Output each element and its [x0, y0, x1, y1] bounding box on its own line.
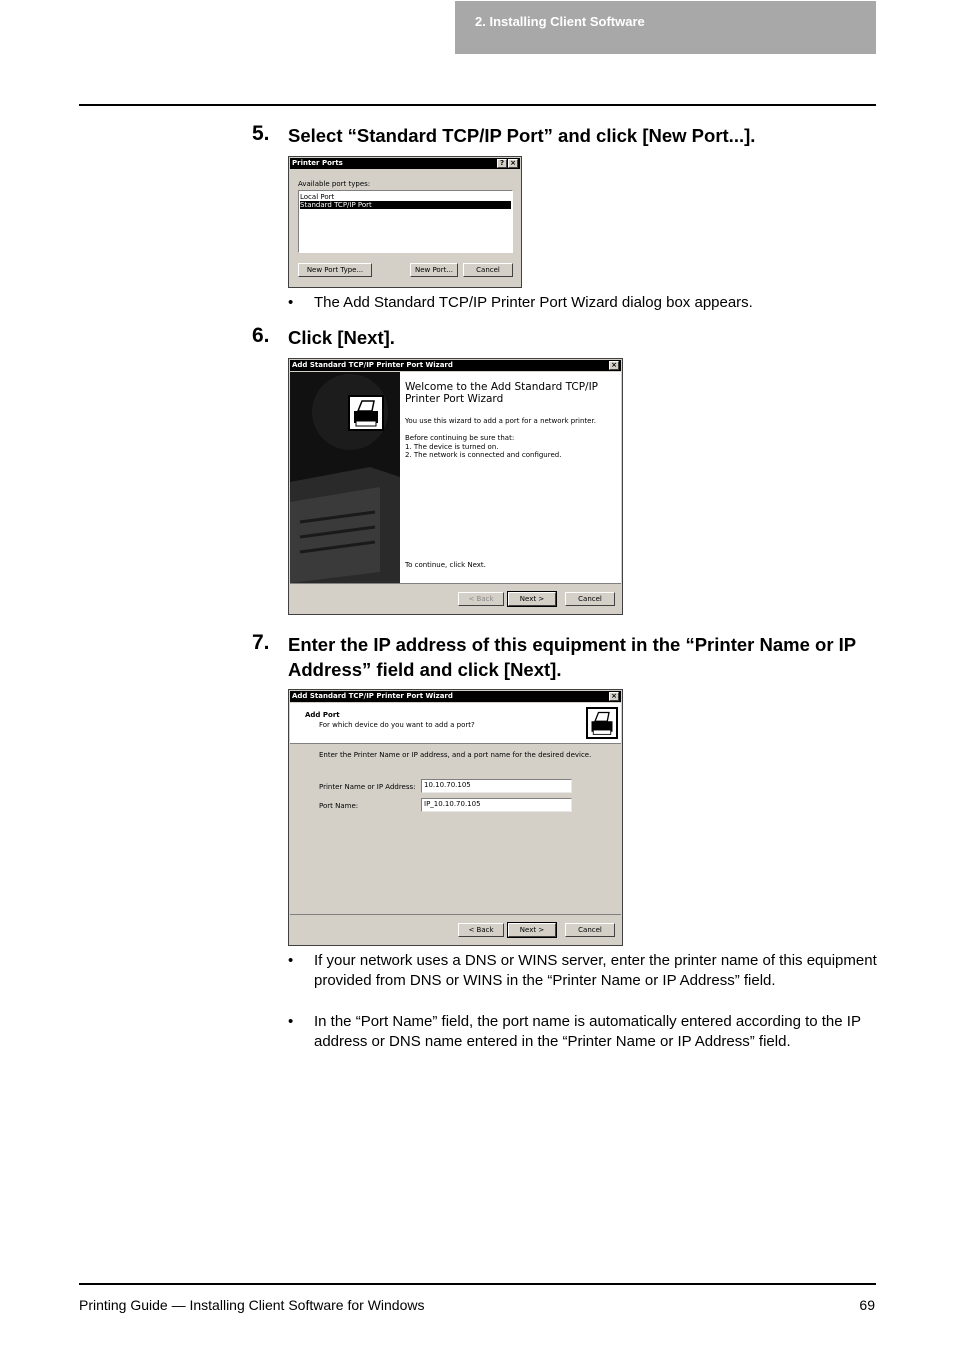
- close-icon[interactable]: ×: [609, 361, 619, 370]
- bullet-item: [288, 1012, 878, 1072]
- top-rule: [79, 104, 876, 106]
- wizard-continue-text: To continue, click Next.: [405, 561, 486, 569]
- wizard-intro-text: You use this wizard to add a port for a network printer.: [405, 417, 596, 425]
- dialog-title: Add Standard TCP/IP Printer Port Wizard: [292, 361, 453, 369]
- bullet-text: In the “Port Name” field, the port name is automatically entered according to the IP address or DNS name entered in the “Printer Name or IP Address” field.: [314, 1013, 861, 1050]
- back-button[interactable]: < Back: [458, 923, 504, 937]
- wizard-check-1: 1. The device is turned on.: [405, 443, 499, 451]
- next-button[interactable]: Next >: [508, 923, 556, 937]
- bottom-rule: [79, 1283, 876, 1285]
- port-types-label: Available port types:: [298, 180, 371, 188]
- wizard-heading: Welcome to the Add Standard TCP/IP Printer Port Wizard: [405, 381, 599, 405]
- printer-wizard-icon: [348, 395, 384, 431]
- printer-name-input[interactable]: 10.10.70.105: [421, 779, 572, 793]
- footer-document-title: Printing Guide — Installing Client Software for Windows: [79, 1297, 425, 1313]
- divider: [290, 583, 621, 584]
- divider: [290, 914, 621, 915]
- wizard-instruction: Enter the Printer Name or IP address, and a port name for the desired device.: [319, 751, 592, 759]
- next-button[interactable]: Next >: [508, 592, 556, 606]
- section-header-tab: [455, 1, 876, 54]
- port-types-listbox[interactable]: [298, 190, 513, 253]
- printer-name-label: Printer Name or IP Address:: [319, 783, 416, 791]
- step-7-text: Enter the IP address of this equipment in the “Printer Name or IP Address” field and click [Next].: [288, 634, 856, 680]
- step-6-text: Click [Next].: [288, 327, 395, 348]
- wizard-before-text: Before continuing be sure that:: [405, 434, 515, 442]
- back-button[interactable]: < Back: [458, 592, 504, 606]
- help-icon[interactable]: ?: [497, 159, 507, 168]
- cancel-button[interactable]: Cancel: [565, 592, 615, 606]
- list-item-standard-tcpip-port[interactable]: Standard TCP/IP Port: [300, 201, 511, 209]
- port-name-input[interactable]: IP_10.10.70.105: [421, 798, 572, 812]
- bullet-item: [288, 951, 878, 1011]
- cancel-button[interactable]: Cancel: [565, 923, 615, 937]
- add-port-wizard-dialog: [288, 689, 623, 946]
- close-icon[interactable]: ×: [609, 692, 619, 701]
- new-port-type-button[interactable]: New Port Type...: [298, 263, 372, 277]
- dialog-title: Printer Ports: [292, 159, 343, 167]
- port-name-label: Port Name:: [319, 802, 359, 810]
- cancel-button[interactable]: Cancel: [463, 263, 513, 277]
- wizard-page-subheading: For which device do you want to add a port?: [319, 721, 475, 729]
- divider: [290, 743, 621, 744]
- bullet-symbol: •: [288, 1013, 294, 1030]
- printer-wizard-icon: [586, 707, 618, 739]
- dialog-titlebar: [290, 360, 621, 371]
- wizard-page-heading: Add Port: [305, 711, 340, 719]
- bullet-symbol: •: [288, 952, 294, 969]
- page-number: 69: [859, 1297, 875, 1313]
- bullet-text: The Add Standard TCP/IP Printer Port Wizard dialog box appears.: [314, 294, 753, 311]
- wizard-check-2: 2. The network is connected and configured.: [405, 451, 562, 459]
- welcome-wizard-dialog: [288, 358, 623, 615]
- bullet-text: If your network uses a DNS or WINS server, enter the printer name of this equipment provided from DNS or WINS in the “Printer Name or IP Address” field.: [314, 952, 877, 989]
- section-title: 2. Installing Client Software: [475, 14, 645, 29]
- wizard-banner-image: [290, 372, 400, 583]
- close-icon[interactable]: ×: [508, 159, 518, 168]
- new-port-button[interactable]: New Port...: [410, 263, 458, 277]
- dialog-titlebar: [290, 691, 621, 702]
- dialog-title: Add Standard TCP/IP Printer Port Wizard: [292, 692, 453, 700]
- list-item-local-port[interactable]: Local Port: [300, 193, 335, 201]
- bullet-symbol: •: [288, 294, 294, 311]
- step-5-text: Select “Standard TCP/IP Port” and click [New Port...].: [288, 125, 756, 146]
- step-7-number: 7.: [252, 631, 270, 654]
- step-5-number: 5.: [252, 122, 270, 145]
- dialog-titlebar: [290, 158, 520, 169]
- step-6-number: 6.: [252, 324, 270, 347]
- printer-ports-dialog: [288, 156, 522, 288]
